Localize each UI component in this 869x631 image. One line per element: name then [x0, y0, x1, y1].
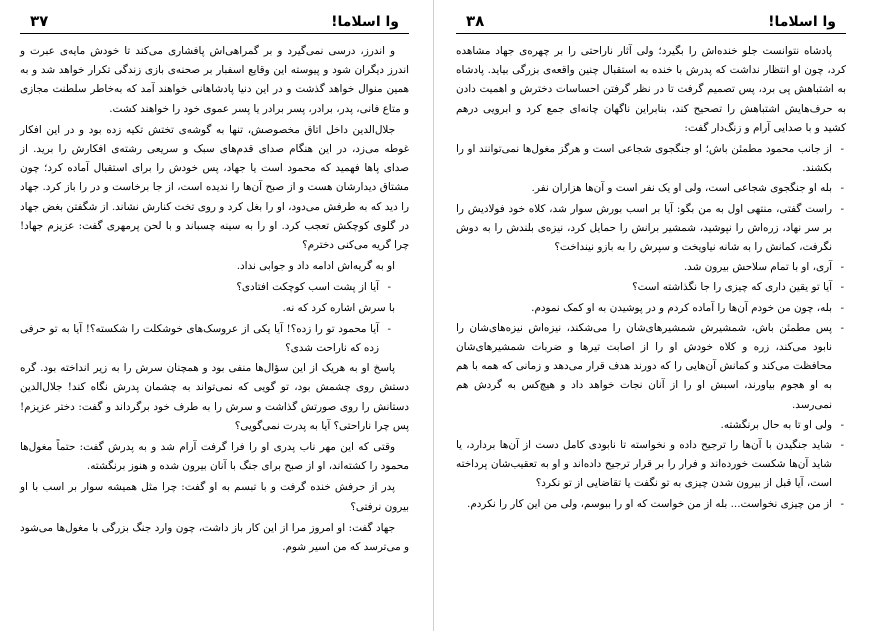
dialogue-line: - ولی او تا به حال برنگشته.: [456, 416, 846, 435]
left-page-body: [20, 42, 409, 557]
left-page: [0, 0, 434, 631]
paragraph: جهاد گفت: او امروز مرا از این کار باز داشت، چون وارد جنگ بزرگی با مغول‌ها می‌شود و می‌ترسد که من اسیر شوم.: [20, 521, 409, 554]
dialogue-line: - آیا از پشت اسب کوچکت افتادی؟: [20, 278, 393, 297]
right-page: [434, 0, 868, 631]
paragraph: پدر از حرفش خنده گرفت و با تبسم به او گفت: چرا مثل همیشه سوار بر اسب با او بیرون نرفتی؟: [20, 481, 409, 513]
dialogue-line: - بله، چون من خودم آن‌ها را آماده کردم و در پوشیدن به او کمک نمودم.: [456, 299, 846, 318]
paragraph: با سرش اشاره کرد که نه.: [282, 301, 395, 314]
paragraph: پاسخ او به هریک از این سؤال‌ها منفی بود و همچنان سرش را به زیر انداخته بود. گره دستش روی چشمش بود، تو گویی که نمی‌تواند به چشمان پدرش نگاه کند! جلال‌الدین دستانش را روی صورتش گذاشت و سرش را به طرف خود برگرداند و گفت: دختر عزیزم! پس چرا ناراحتی؟ آیا به پدرت نمی‌گویی؟: [20, 362, 409, 432]
dialogue-line: - از من چیزی نخواست... بله از من خواست که او را ببوسم، ولی من این کار را نکردم.: [456, 495, 846, 514]
page-number: ۳۸: [466, 12, 485, 30]
left-page-header: [20, 2, 409, 34]
dialogue-line: - آیا تو یقین داری که چیزی را جا نگذاشته است؟: [456, 278, 846, 297]
paragraph: پادشاه نتوانست جلو خنده‌اش را بگیرد؛ ولی آثار ناراحتی را بر چهره‌ی جهاد مشاهده کرد، چون او انتظار نداشت که پدرش با خنده به استقبال چنین واقعه‌ی بزرگی بیاید. پادشاه به اشتباهش پی برد، پس تصمیم گرفت تا در نظر گرفتن احساسات دخترش و اهمیت دادن به حرف‌هایش اشتباهش را تصحیح کند، بنابراین ناگهان چانه‌ای جمع کرد و ابرویی درهم کشید و با صدایی آرام و زنگ‌دار گفت:: [456, 45, 846, 134]
paragraph: او به گریه‌اش ادامه داد و جوابی نداد.: [236, 260, 395, 273]
dialogue-line: - آیا محمود تو را زده؟! آیا یکی از عروسک‌های خوشکلت را شکسته؟! آیا به تو حرفی زده که ناراحت شدی؟: [20, 320, 393, 358]
dialogue-list: [20, 320, 409, 358]
running-title: وا اسلاما!: [768, 14, 836, 30]
dialogue-line: - از جانب محمود مطمئن باش؛ او جنگجوی شجاعی است و هرگز مغول‌ها نمی‌توانند او را بکشند.: [456, 140, 846, 178]
dialogue-list: [456, 140, 846, 514]
dialogue-line: - راست گفتی، منتهی اول به من بگو: آیا بر اسب بورش سوار شد، کلاه خود فولادیش را بر سر نهاد، زره‌اش را نپوشید، شمشیر برانش را حمایل کرد، نیزه‌ی بلندش را به دوش نگرفت، کمانش را به شانه نیاویخت و سپرش را به بازو نینداخت؟: [456, 200, 846, 258]
paragraph: جلال‌الدین داخل اتاق مخصوصش، تنها به گوشه‌ی تختش تکیه زده بود و در این افکار غوطه می‌زد، در این هنگام صدای قدم‌های سبک و سریعی رشته‌ی افکارش را برید. از صدای پاها فهمید که محمود است یا جهاد، پس خودش را برای استقبال آماده کرد؛ چون مشتاق دیدارشان هست و از صبح آن‌ها را ندیده است، از جا برخاست و در را باز کرد. جهاد را دید که به طرفش می‌دود، او را بغل کرد و روی تخت کنارش نشاند. از شگفتن بغض جهاد در گلوی کوچکش تعجب کرد. او را به سینه چسباند و با لحن پرمهری گفت: عزیزم جهاد! چرا گریه می‌کنی دخترم؟: [20, 123, 409, 252]
dialogue-line: - شاید جنگیدن با آن‌ها را ترجیح داده و نخواسته تا نابودی کامل دست از آن‌ها بردارد، یا شاید آن‌ها شکست خورده‌اند و فرار را بر قرار ترجیح داده‌اند و او به تعقیب‌شان پرداخته است، آیا قبل از بیرون شدن چیزی به تو نگفت یا تقاضایی از تو نکرد؟: [456, 436, 846, 494]
paragraph: و اندرز، درسی نمی‌گیرد و بر گمراهی‌اش پافشاری می‌کند تا خودش مایه‌ی عبرت و اندرز دیگران شود و پیوسته این وقایع اسفبار بر صحنه‌ی بازی زندگی تکرار خواهد شد و به همین منوال خواهد گذشت و در این دنیا پادشاهانی خواهند آمد که به‌خاطر سلطنت مجازی و متاع فانی، پدر، برادر، پسر برادر یا پسر عموی خود را خواهند کشت.: [20, 45, 409, 115]
dialogue-line: - پس مطمئن باش، شمشیرش شمشیرهای‌شان را می‌شکند، نیزه‌اش نیزه‌های‌شان را نابود می‌کند، زره و کلاه خودش او را از اصابت تیرها و ضربات شمشیرهای‌شان محافظت می‌کند و کمانش آن‌هایی را که دورند هدف قرار می‌دهد و زمانی که همه با هم به او هجوم بیاورند، اسبش او را از آنان نجات خواهد داد و هیچ‌کس به گردش هم نمی‌رسد.: [456, 319, 846, 415]
dialogue-list: [20, 278, 409, 297]
running-title: وا اسلاما!: [331, 14, 399, 30]
paragraph: وقتی که این مهر ناب پدری او را فرا گرفت آرام شد و به پدرش گفت: حتماً مغول‌ها محمود را کشته‌اند، او از صبح برای جنگ با آنان بیرون شده و هنوز برنگشته.: [20, 441, 409, 473]
page-number: ۳۷: [30, 12, 49, 30]
right-page-header: [456, 2, 846, 34]
dialogue-line: - بله او جنگجوی شجاعی است، ولی او یک نفر است و آن‌ها هزاران نفر.: [456, 179, 846, 198]
dialogue-line: - آری، او با تمام سلاحش بیرون شد.: [456, 258, 846, 277]
right-page-body: [456, 42, 846, 514]
